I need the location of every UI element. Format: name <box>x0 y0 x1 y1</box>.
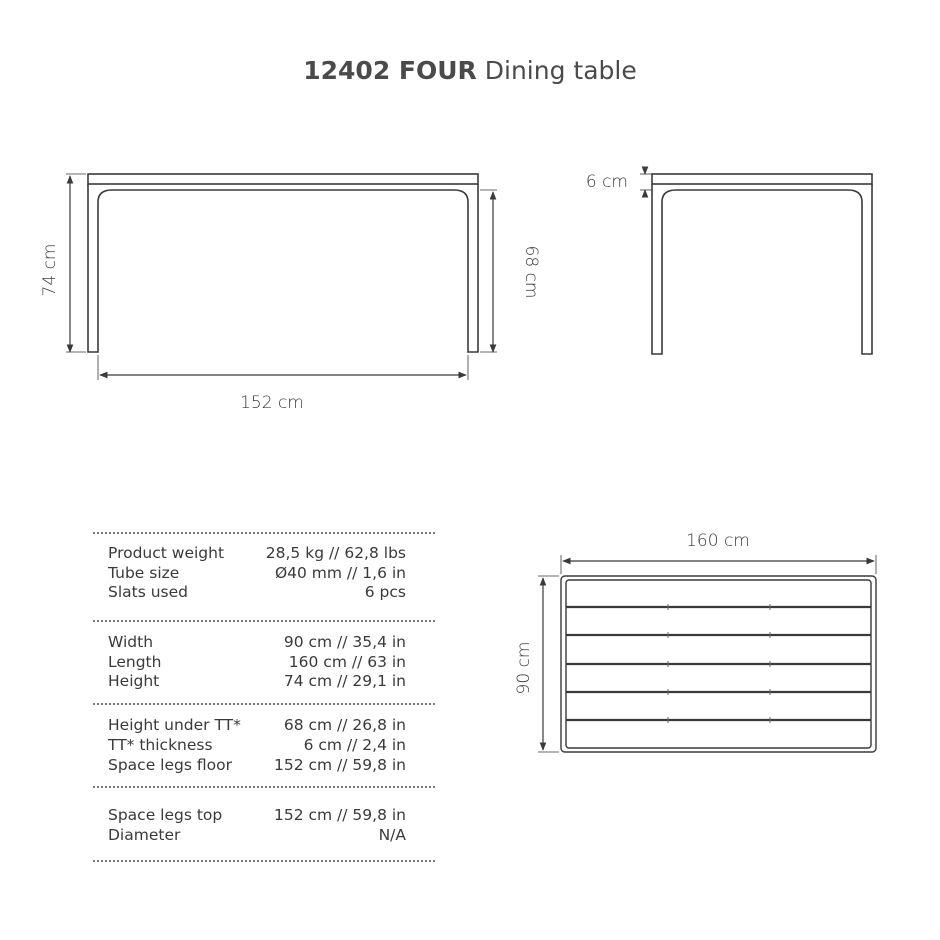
spec-label: Space legs top <box>108 806 223 824</box>
spec-row-product-weight <box>108 544 406 564</box>
side-thickness-dimension <box>640 168 652 196</box>
spec-label: Slats used <box>108 583 188 601</box>
side-thickness-label: 6 cm <box>585 172 628 192</box>
spec-row-space-legs-floor <box>108 756 406 776</box>
side-view <box>652 174 872 354</box>
plan-width-label: 90 cm <box>514 641 534 695</box>
spec-row-diameter <box>108 826 406 846</box>
spec-value: 152 cm // 59,8 in <box>274 806 406 824</box>
specs-separator <box>93 532 435 534</box>
title-name: Dining table <box>484 56 637 85</box>
side-frame <box>652 184 872 354</box>
spec-value: Ø40 mm // 1,6 in <box>274 564 406 582</box>
side-tabletop <box>652 174 872 184</box>
front-height-label: 74 cm <box>40 243 60 297</box>
front-view <box>88 174 478 352</box>
spec-label: Length <box>108 653 162 671</box>
spec-row-height-under-tt <box>108 716 406 736</box>
spec-row-length <box>108 653 406 673</box>
spec-value: 6 cm // 2,4 in <box>303 736 406 754</box>
plan-view <box>561 576 876 752</box>
front-span-label: 152 cm <box>240 393 304 413</box>
spec-label: Height under TT* <box>108 716 241 734</box>
spec-value: 160 cm // 63 in <box>288 653 406 671</box>
front-frame <box>88 184 478 352</box>
spec-label: Height <box>108 672 160 690</box>
spec-label: TT* thickness <box>108 736 213 754</box>
front-span-dimension <box>98 355 468 380</box>
title-model: 12402 FOUR <box>303 56 477 85</box>
specs-separator <box>93 703 435 705</box>
specs-separator <box>93 860 435 862</box>
spec-row-width <box>108 633 406 653</box>
spec-value: 90 cm // 35,4 in <box>283 633 406 651</box>
spec-label: Space legs floor <box>108 756 232 774</box>
specs-separator <box>93 620 435 622</box>
spec-value: 68 cm // 26,8 in <box>283 716 406 734</box>
spec-label: Diameter <box>108 826 181 844</box>
spec-label: Width <box>108 633 154 651</box>
plan-length-dimension <box>561 555 876 574</box>
spec-label: Product weight <box>108 544 225 562</box>
spec-value: 6 pcs <box>364 583 406 601</box>
front-tabletop <box>88 174 478 184</box>
specs-separator <box>93 786 435 788</box>
spec-row-slats-used <box>108 583 406 603</box>
spec-row-tt-thickness <box>108 736 406 756</box>
spec-label: Tube size <box>108 564 180 582</box>
plan-width-dimension <box>538 576 559 752</box>
spec-value: 28,5 kg // 62,8 lbs <box>265 544 406 562</box>
spec-value: 74 cm // 29,1 in <box>283 672 406 690</box>
plan-length-label: 160 cm <box>686 531 750 551</box>
spec-value: N/A <box>378 826 406 844</box>
front-under-height-label: 68 cm <box>521 245 541 299</box>
spec-value: 152 cm // 59,8 in <box>274 756 406 774</box>
spec-row-tube-size <box>108 564 406 584</box>
spec-row-space-legs-top <box>108 806 406 826</box>
front-under-height-dimension <box>480 190 497 352</box>
spec-row-height <box>108 672 406 692</box>
front-height-dimension <box>66 174 86 352</box>
